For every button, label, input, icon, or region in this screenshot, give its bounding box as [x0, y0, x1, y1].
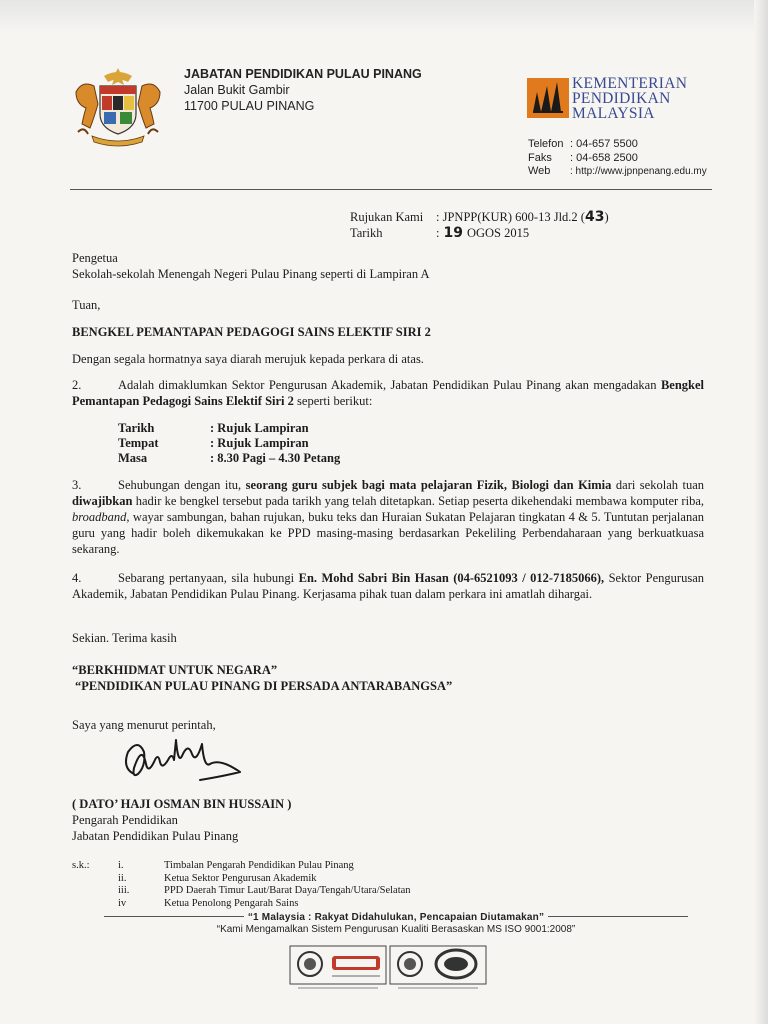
signatory-title: Pengarah Pendidikan [72, 813, 178, 827]
footer-quality-statement: “Kami Mengamalkan Sistem Pengurusan Kualiti Berasaskan MS ISO 9001:2008” [216, 924, 576, 935]
footer-slogan: “1 Malaysia : Rakyat Didahulukan, Pencapaian Diutamakan” [244, 912, 548, 924]
detail-row-venue: Tempat : Rujuk Lampiran [118, 436, 309, 450]
ref-label: Rujukan Kami [350, 210, 424, 224]
coat-of-arms-icon [66, 62, 170, 150]
copy-to-list [72, 860, 411, 910]
ministry-line-2: PENDIDIKAN [572, 90, 671, 107]
date-value: : 19 OGOS 2015 [436, 225, 530, 241]
detail-row-time: Masa : 8.30 Pagi – 4.30 Petang [118, 451, 341, 465]
address-line-2: 11700 PULAU PINANG [184, 99, 315, 113]
signatory-name: ( DATO’ HAJI OSMAN BIN HUSSAIN ) [72, 797, 292, 811]
copy-item: ii. Ketua Sektor Pengurusan Akademik [118, 872, 317, 884]
footer [104, 912, 688, 936]
scan-shadow-top [0, 0, 768, 34]
contact-block [528, 138, 707, 179]
web-link[interactable]: : http://www.jpnpenang.edu.my [570, 166, 707, 177]
web-label: Web [528, 165, 551, 177]
ministry-line-3: MALAYSIA [572, 105, 655, 122]
paragraph-3: 3. Sehubungan dengan itu, seorang guru subjek bagi mata pelajaran Fizik, Biologi dan Kimia dari sekolah tuan diwajibkan hadir ke bengkel tersebut pada tarikh yang telah ditetapkan. Setiap peserta dikehendaki membawa komputer riba, broadband, wayar sambungan, bahan rujukan, buku teks dan Huraian Sukatan Pelajaran tingkatan 4 & 5. Tuntutan perjalanan guru yang hadir boleh dikemukakan ke PPD masing-masing berdasarkan Pekeliling Perbendaharaan yang berkuatkuasa sekarang. [72, 478, 704, 556]
paragraph-2-number: 2. [72, 378, 82, 392]
signature-image [112, 734, 252, 796]
sign-intro: Saya yang menurut perintah, [72, 718, 216, 732]
paragraph-4-number: 4. [72, 571, 82, 585]
ref-value: : JPNPP(KUR) 600-13 Jld.2 (43) [436, 209, 609, 225]
sender-address [184, 66, 422, 114]
subject-heading: BENGKEL PEMANTAPAN PEDAGOGI SAINS ELEKTIF SIRI 2 [72, 325, 431, 339]
org-name: JABATAN PENDIDIKAN PULAU PINANG [184, 67, 422, 81]
date-handwritten-day: 19 [443, 225, 463, 241]
paragraph-1: Dengan segala hormatnya saya diarah merujuk kepada perkara di atas. [72, 352, 424, 366]
phone-value: : 04-657 5500 [570, 138, 638, 150]
date-label: Tarikh [350, 226, 383, 240]
scan-shadow-right [754, 0, 768, 1024]
copy-item: iii. PPD Daerah Timur Laut/Barat Daya/Tengah/Utara/Selatan [118, 885, 411, 896]
copy-label: s.k.: [72, 860, 90, 871]
fax-value: : 04-658 2500 [570, 151, 638, 164]
copy-item: s.k.: i. Timbalan Pengarah Pendidikan Pulau Pinang [72, 860, 354, 871]
salutation: Tuan, [72, 298, 101, 312]
header-divider [70, 189, 712, 190]
ministry-line-1: KEMENTERIAN [572, 75, 688, 92]
paragraph-4: 4. Sebarang pertanyaan, sila hubungi En. Mohd Sabri Bin Hasan (04-6521093 / 012-7185066), Sektor Pengurusan Akademik, Jabatan Pendidikan Pulau Pinang. Kerjasama pihak tuan dalam perkara ini amatlah dihargai. [72, 571, 704, 601]
address-line-1: Jalan Bukit Gambir [184, 83, 290, 97]
paragraph-2: 2. Adalah dimaklumkan Sektor Pengurusan Akademik, Jabatan Pendidikan Pulau Pinang akan mengadakan Bengkel Pemantapan Pedagogi Sains Elektif Siri 2 seperti berikut: [72, 378, 704, 408]
kpm-logo-icon [527, 78, 569, 118]
recipient-title: Pengetua [72, 251, 118, 265]
copy-item: iv Ketua Penolong Pengarah Sains [118, 897, 299, 909]
phone-label: Telefon [528, 138, 564, 150]
signatory-dept: Jabatan Pendidikan Pulau Pinang [72, 829, 239, 843]
closing-line: Sekian. Terima kasih [72, 631, 177, 645]
detail-row-date: Tarikh : Rujuk Lampiran [118, 421, 309, 435]
fax-label: Faks [528, 151, 552, 164]
paragraph-3-number: 3. [72, 478, 82, 492]
recipient-line: Sekolah-sekolah Menengah Negeri Pulau Pinang seperti di Lampiran A [72, 267, 430, 281]
reference-block [350, 209, 609, 241]
ref-handwritten-number: 43 [584, 209, 605, 225]
iso-certification-logos-icon [288, 944, 488, 992]
event-details [118, 420, 340, 465]
motto-1: “BERKHIDMAT UNTUK NEGARA” [72, 663, 278, 677]
ministry-name [572, 76, 687, 121]
motto-2: “PENDIDIKAN PULAU PINANG DI PERSADA ANTARABANGSA” [75, 679, 453, 693]
